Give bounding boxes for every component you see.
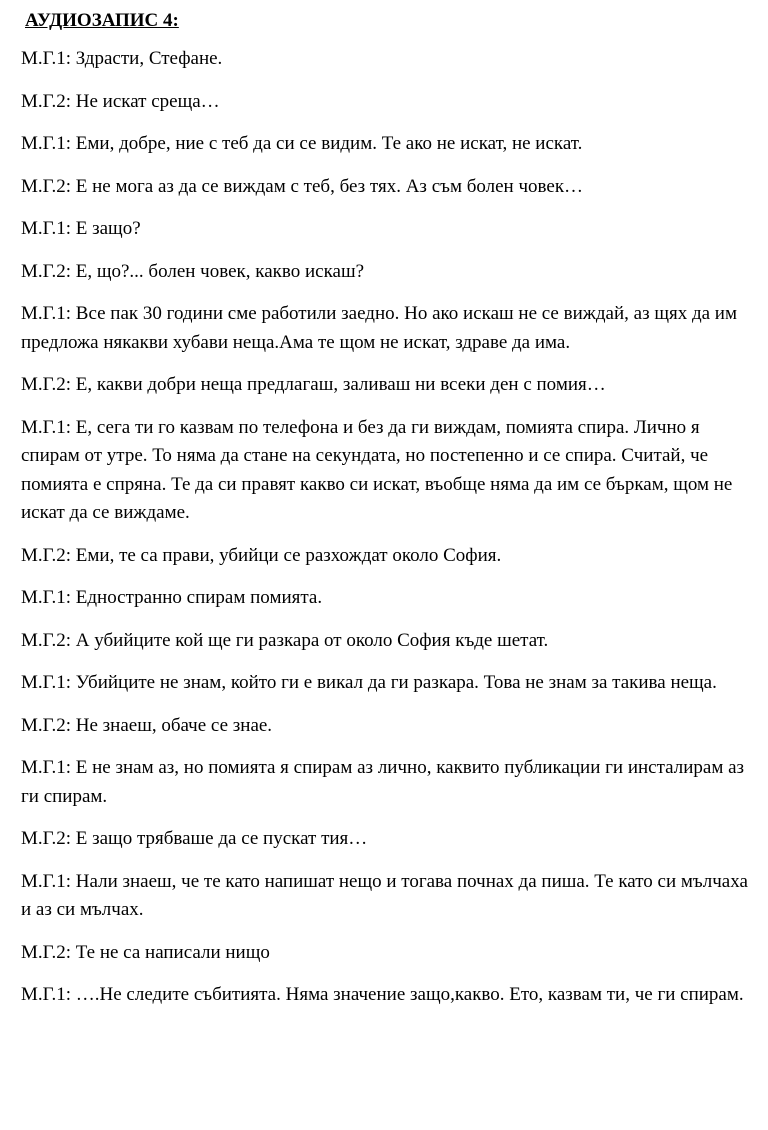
transcript-line bbox=[21, 173, 751, 202]
speaker-label: М.Г.2: bbox=[21, 90, 72, 112]
utterance-text: Еми, добре, ние с теб да си се видим. Те ако не искат, не искат. bbox=[75, 133, 583, 154]
utterance-text: Те не са написали нищо bbox=[75, 941, 270, 963]
utterance-text: Все пак 30 години сме работили заедно. Но ако искаш не се виждай, аз щях да им предложа някакви хубави неща.Ама те щом не искат, здраве да има. bbox=[21, 303, 737, 353]
utterance-text: Е, какви добри неща предлагаш, заливаш ни всеки ден с помия… bbox=[75, 374, 606, 395]
document-title: АУДИОЗАПИС 4: bbox=[25, 10, 179, 31]
speaker-label: М.Г.1: bbox=[21, 133, 72, 154]
utterance-text: Убийците не знам, който ги е викал да ги разкара. Това не знам за такива неща. bbox=[75, 672, 717, 693]
utterance-text: ….Не следите събитията. Няма значение защо,какво. Ето, казвам ти, че ги спирам. bbox=[75, 984, 744, 1005]
transcript-line bbox=[21, 939, 751, 968]
speaker-label: М.Г.2: bbox=[21, 374, 72, 395]
transcript-line bbox=[21, 542, 751, 571]
transcript-page bbox=[21, 9, 751, 1024]
transcript-line bbox=[21, 754, 751, 811]
speaker-label: М.Г.2: bbox=[21, 544, 72, 566]
speaker-label: М.Г.2: bbox=[21, 175, 72, 197]
speaker-label: М.Г.1: bbox=[21, 870, 72, 892]
speaker-label: М.Г.1: bbox=[21, 984, 72, 1005]
speaker-label: М.Г.1: bbox=[21, 303, 72, 324]
utterance-text: Здрасти, Стефане. bbox=[75, 48, 223, 69]
transcript-line bbox=[21, 258, 751, 287]
utterance-text: Е защо? bbox=[75, 218, 141, 239]
utterance-text: Нали знаеш, че те като напишат нещо и тогава почнах да пиша. Те като си мълчаха и аз си мълчах. bbox=[21, 870, 748, 920]
speaker-label: М.Г.2: bbox=[21, 260, 72, 282]
transcript-line bbox=[21, 981, 751, 1010]
speaker-label: М.Г.2: bbox=[21, 629, 72, 651]
utterance-text: Е, сега ти го казвам по телефона и без да ги виждам, помията спира. Лично я спирам от утре. То няма да стане на секундата, но постепенно и се спира. Считай, че помията е спряна. Те да си правят какво си искат, въобще няма да им се бъркам, щом не искат да се виждаме. bbox=[21, 416, 733, 523]
transcript-line bbox=[21, 868, 751, 925]
transcript-line bbox=[21, 825, 751, 854]
transcript-line bbox=[21, 584, 751, 613]
transcript-line bbox=[21, 215, 751, 244]
speaker-label: М.Г.1: bbox=[21, 757, 72, 778]
transcript-line bbox=[21, 300, 751, 357]
speaker-label: М.Г.1: bbox=[21, 218, 72, 239]
utterance-text: Е защо трябваше да се пускат тия… bbox=[75, 828, 368, 849]
utterance-text: Еми, те са прави, убийци се разхождат около София. bbox=[75, 544, 502, 566]
utterance-text: А убийците кой ще ги разкара от около София къде шетат. bbox=[75, 629, 549, 651]
utterance-text: Не знаеш, обаче се знае. bbox=[75, 714, 273, 736]
transcript-line bbox=[21, 130, 751, 159]
transcript-line bbox=[21, 669, 751, 698]
utterance-text: Е не мога аз да се виждам с теб, без тях. Аз съм болен човек… bbox=[75, 175, 584, 197]
utterance-text: Е, що?... болен човек, какво искаш? bbox=[75, 260, 365, 282]
speaker-label: М.Г.2: bbox=[21, 828, 72, 849]
transcript-line bbox=[21, 45, 751, 74]
speaker-label: М.Г.2: bbox=[21, 714, 72, 736]
speaker-label: М.Г.1: bbox=[21, 672, 72, 693]
speaker-label: М.Г.1: bbox=[21, 587, 72, 608]
speaker-label: М.Г.2: bbox=[21, 941, 72, 963]
transcript-line bbox=[21, 371, 751, 400]
transcript-line bbox=[21, 414, 751, 528]
transcript-line bbox=[21, 627, 751, 656]
utterance-text: Е не знам аз, но помията я спирам аз лично, каквито публикации ги инсталирам аз ги спирам. bbox=[21, 757, 745, 807]
speaker-label: М.Г.1: bbox=[21, 48, 72, 69]
speaker-label: М.Г.1: bbox=[21, 416, 72, 438]
transcript-line bbox=[21, 88, 751, 117]
utterance-text: Не искат среща… bbox=[75, 90, 220, 112]
utterance-text: Едностранно спирам помията. bbox=[75, 587, 323, 608]
transcript-line bbox=[21, 712, 751, 741]
